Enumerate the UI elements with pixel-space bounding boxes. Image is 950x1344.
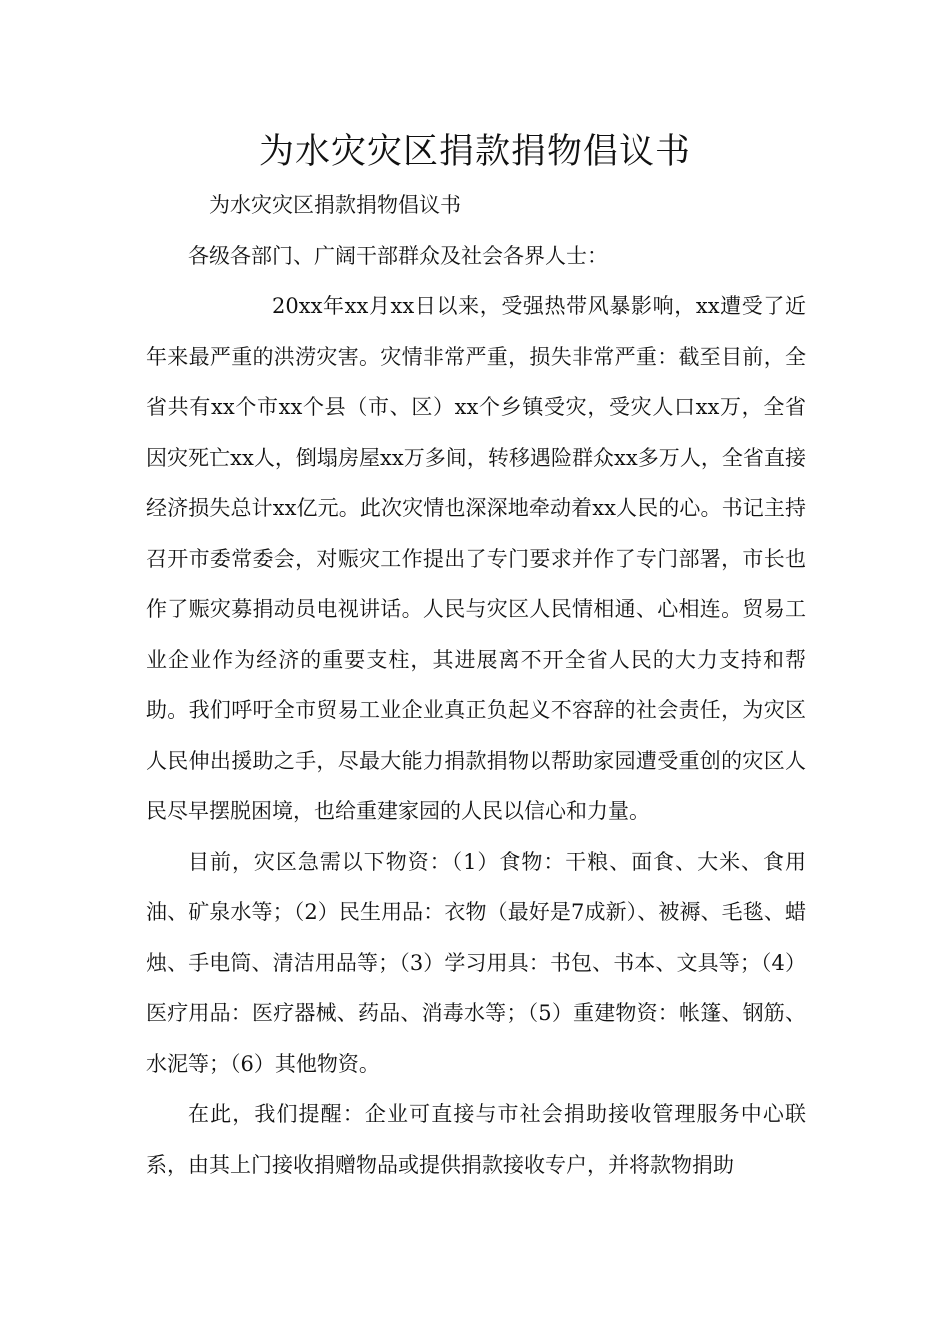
document-body <box>146 180 806 1190</box>
paragraph-disaster-overview: 20xx年xx月xx日以来，受强热带风暴影响，xx遭受了近年来最严重的洪涝灾害。灾情非常严重，损失非常严重：截至目前，全省共有xx个市xx个县（市、区）xx个乡镇受灾，受灾人口xx万，全省因灾死亡xx人，倒塌房屋xx万多间，转移遇险群众xx多万人，全省直接经济损失总计xx亿元。此次灾情也深深地牵动着xx人民的心。书记主持召开市委常委会，对赈灾工作提出了专门要求并作了专门部署，市长也作了赈灾募捐动员电视讲话。人民与灾区人民情相通、心相连。贸易工业企业作为经济的重要支柱，其进展离不开全省人民的大力支持和帮助。我们呼吁全市贸易工业企业真正负起义不容辞的社会责任，为灾区人民伸出援助之手，尽最大能力捐款捐物以帮助家园遭受重创的灾区人民尽早摆脱困境，也给重建家园的人民以信心和力量。 <box>146 294 806 823</box>
document-subtitle: 为水灾灾区捐款捐物倡议书 <box>209 193 461 217</box>
document-title: 为水灾灾区捐款捐物倡议书 <box>258 132 691 172</box>
paragraph-needed-supplies: 目前，灾区急需以下物资：（1）食物：干粮、面食、大米、食用油、矿泉水等；（2）民生用品：衣物（最好是7成新）、被褥、毛毯、蜡烛、手电筒、清洁用品等；（3）学习用具：书包、书本、文具等；（4）医疗用品：医疗器械、药品、消毒水等；（5）重建物资：帐篷、钢筋、水泥等；（6）其他物资。 <box>146 849 806 1076</box>
paragraph-reminder: 在此，我们提醒：企业可直接与市社会捐助接收管理服务中心联系，由其上门接收捐赠物品或提供捐款接收专户，并将款物捐助 <box>146 1102 806 1177</box>
salutation: 各级各部门、广阔干部群众及社会各界人士： <box>188 243 608 268</box>
